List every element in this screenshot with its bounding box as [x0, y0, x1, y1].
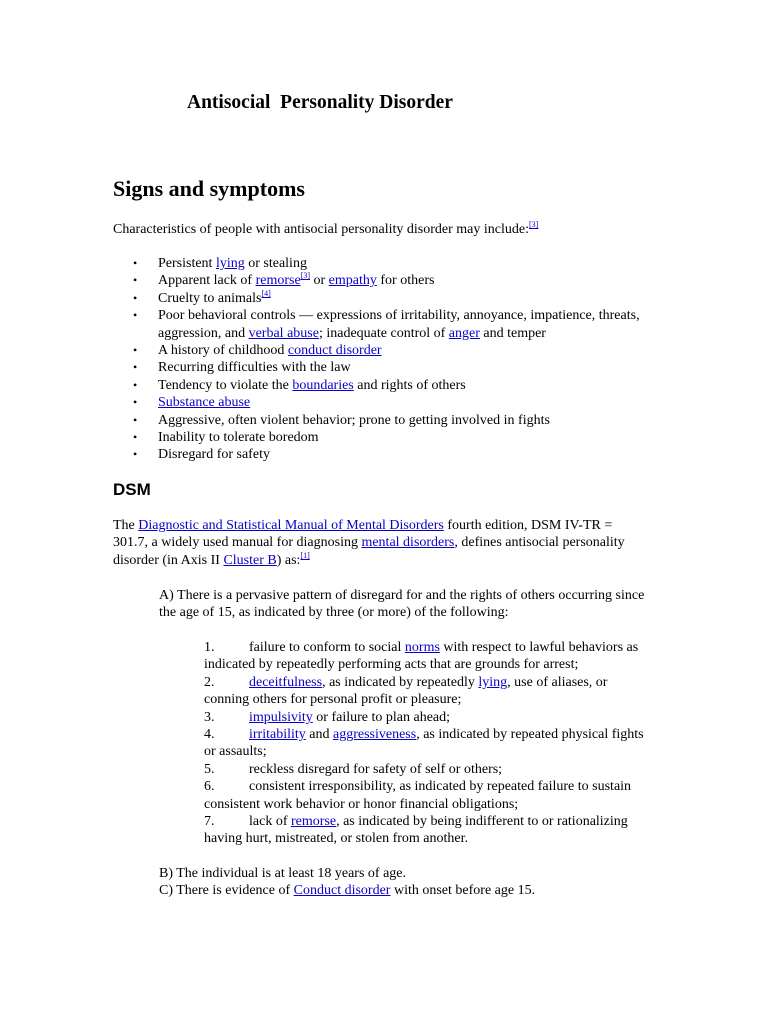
bullet-icon: • — [133, 360, 138, 375]
remorse-link[interactable]: remorse — [255, 273, 301, 289]
intro-text: Characteristics of people with antisocial personality disorder may include: — [113, 222, 529, 237]
criteria-list — [204, 639, 644, 848]
list-item: • Persistent lying or stealing — [133, 256, 307, 271]
substance-abuse-link[interactable]: Substance abuse — [158, 395, 251, 411]
bullet-icon: • — [133, 412, 138, 427]
item-number: 4. — [204, 727, 215, 743]
list-item: • Cruelty to animals[4] — [133, 288, 271, 306]
list-item: • Aggressive, often violent behavior; prone to getting involved in fights — [133, 412, 550, 428]
bullet-icon: • — [133, 430, 138, 445]
irritability-link[interactable]: irritability — [249, 727, 306, 743]
bullet-icon: • — [133, 273, 138, 288]
impulsivity-link[interactable]: impulsivity — [249, 709, 313, 725]
list-item: 7. lack of remorse, as indicated by being indifferent to or rationalizing having hurt, mistreated, or stolen from another. — [204, 814, 628, 847]
reference-link[interactable]: [4] — [261, 288, 271, 298]
lying-link[interactable]: lying — [215, 256, 245, 271]
item-number: 7. — [204, 814, 215, 830]
list-item: • Inability to tolerate boredom — [133, 430, 319, 446]
conduct-disorder-link[interactable]: Conduct disorder — [293, 883, 391, 899]
document-title: Antisocial Personality Disorder — [187, 92, 453, 113]
anger-link[interactable]: anger — [448, 325, 480, 341]
signs-and-symptoms-heading: Signs and symptoms — [113, 176, 305, 201]
boundaries-link[interactable]: boundaries — [292, 377, 354, 393]
list-item: 5. reckless disregard for safety of self or others; — [204, 761, 503, 777]
aggressiveness-link[interactable]: aggressiveness — [332, 727, 417, 743]
reference-link[interactable]: [3] — [300, 271, 310, 281]
remorse-link[interactable]: remorse — [290, 814, 337, 830]
lying-link[interactable]: lying — [478, 674, 508, 690]
reference-link[interactable]: [1] — [300, 550, 310, 560]
dsm-heading: DSM — [113, 480, 151, 499]
bullet-icon: • — [133, 343, 138, 358]
bullet-icon: • — [133, 308, 138, 323]
cluster-b-link[interactable]: Cluster B — [223, 552, 277, 568]
item-number: 2. — [204, 674, 215, 690]
criteria-b-c — [159, 865, 659, 900]
item-number: 6. — [204, 779, 215, 795]
list-item: • Disregard for safety — [133, 447, 270, 463]
list-item: • Apparent lack of remorse[3] or empathy for others — [133, 271, 435, 289]
item-number: 3. — [204, 709, 215, 725]
list-item: 3. impulsivity or failure to plan ahead; — [204, 709, 451, 725]
empathy-link[interactable]: empathy — [328, 273, 377, 289]
mental-disorders-link[interactable]: mental disorders — [361, 535, 455, 551]
norms-link[interactable]: norms — [404, 640, 440, 655]
verbal-abuse-link[interactable]: verbal abuse — [248, 325, 319, 341]
list-item: • A history of childhood conduct disorder — [133, 343, 382, 359]
item-number: 5. — [204, 761, 215, 777]
bullet-icon: • — [133, 377, 138, 392]
criterion-a: A) There is a pervasive pattern of disregard for and the rights of others occurring since the age of 15, as indicated by three (or more) of the following: — [159, 588, 645, 621]
list-item: • Recurring difficulties with the law — [133, 360, 351, 376]
list-item: 6. consistent irresponsibility, as indicated by repeated failure to sustain consistent work behavior or honor financial obligations; — [204, 779, 632, 812]
dsm-paragraph: The Diagnostic and Statistical Manual of Mental Disorders fourth edition, DSM IV-TR = 301.7, a widely used manual for diagnosing mental disorders, defines antisocial personality disorder (in Axis II Cluster B) as:[1] — [113, 518, 625, 568]
bullet-icon: • — [133, 447, 138, 462]
criterion-c: C) There is evidence of Conduct disorder with onset before age 15. — [159, 883, 536, 899]
intro-paragraph — [113, 221, 538, 238]
bullet-icon: • — [133, 395, 138, 410]
list-item: 4. irritability and aggressiveness, as indicated by repeated physical fights or assaults; — [204, 727, 644, 760]
symptoms-list — [113, 255, 643, 464]
deceitfulness-link[interactable]: deceitfulness — [249, 674, 323, 690]
item-number: 1. — [204, 640, 215, 655]
list-item: • Tendency to violate the boundaries and rights of others — [133, 377, 466, 393]
list-item — [113, 394, 643, 411]
list-item: 2. deceitfulness, as indicated by repeatedly lying, use of aliases, or conning others for personal profit or pleasure; — [204, 674, 608, 708]
bullet-icon: • — [133, 256, 138, 270]
bullet-icon: • — [133, 290, 138, 305]
criterion-b: B) The individual is at least 18 years of age. — [159, 866, 407, 881]
list-item: 1. failure to conform to social norms with respect to lawful behaviors as indicated by repeatedly performing acts that are grounds for arrest; — [204, 640, 639, 673]
conduct-disorder-link[interactable]: conduct disorder — [287, 343, 382, 359]
intro-reference-link[interactable]: [3] — [529, 220, 539, 229]
dsm-manual-link[interactable]: Diagnostic and Statistical Manual of Mental Disorders — [138, 518, 444, 533]
list-item: • Poor behavioral controls — expressions of irritability, annoyance, impatience, threats, aggression, and verbal abuse; inadequate control of anger and temper — [133, 308, 640, 341]
